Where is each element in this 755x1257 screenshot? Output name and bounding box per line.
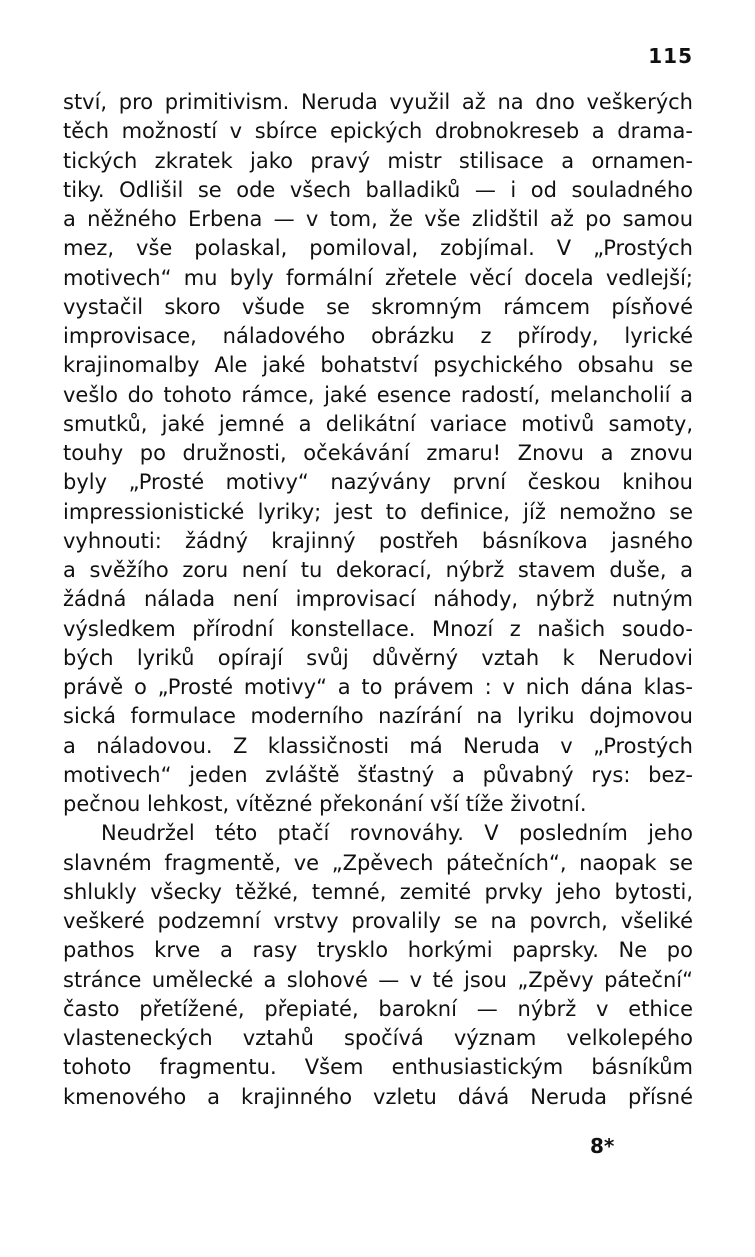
text-line: tických zkratek jako pravý mistr stilisace a ornamen- bbox=[63, 148, 693, 173]
text-line: pečnou lehkost, vítězné překonání vší tíže životní. bbox=[63, 792, 587, 816]
text-line: pathos krve a rasy trysklo horkými paprsky. Ne po bbox=[63, 938, 693, 963]
text-line: slavném fragmentě, ve „Zpěvech pátečních“, naopak se bbox=[63, 850, 693, 875]
text-line: vystačil skoro všude se skromným rámcem písňové bbox=[63, 294, 693, 319]
text-line: kmenového a krajinného vzletu dává Neruda přísné bbox=[63, 1084, 693, 1109]
text-line: byly „Prosté motivy“ nazývány první českou knihou bbox=[63, 470, 693, 495]
page-number: 115 bbox=[648, 44, 693, 68]
text-line: veškeré podzemní vrstvy provalily se na povrch, všeliké bbox=[63, 909, 693, 933]
text-line: krajinomalby Ale jaké bohatství psychického obsahu se bbox=[63, 353, 693, 378]
text-line: a něžného Erbena — v tom, že vše zlidštil až po samou bbox=[63, 207, 693, 231]
text-line: touhy po družnosti, očekávání zmaru! Znovu a znovu bbox=[63, 441, 693, 465]
text-line: sická formulace moderního nazírání na lyriku dojmovou bbox=[63, 704, 693, 729]
text-line: motivech“ jeden zvláště šťastný a půvabný rys: bez- bbox=[63, 762, 693, 787]
text-line: vešlo do tohoto rámce, jaké esence radostí, melancholií a bbox=[63, 382, 693, 407]
text-line: žádná nálada není improvisací náhody, nýbrž nutným bbox=[63, 587, 693, 612]
text-line: tohoto fragmentu. Všem enthusiastickým básníkům bbox=[63, 1055, 693, 1080]
body-text bbox=[63, 88, 693, 1112]
text-line: mez, vše polaskal, pomiloval, zobjímal. V „Prostých bbox=[63, 236, 693, 261]
text-line: a svěžího zoru není tu dekorací, nýbrž stavem duše, a bbox=[63, 558, 693, 582]
text-line: vyhnouti: žádný krajinný postřeh básníkova jasného bbox=[63, 528, 693, 553]
text-line: shlukly všecky těžké, temné, zemité prvky jeho bytosti, bbox=[63, 879, 693, 904]
text-line: výsledkem přírodní konstellace. Mnozí z našich soudo- bbox=[63, 616, 693, 641]
text-line: stránce umělecké a slohové — v té jsou „Zpěvy páteční“ bbox=[63, 967, 693, 992]
text-line: smutků, jaké jemné a delikátní variace motivů samoty, bbox=[63, 411, 693, 436]
text-line: improvisace, náladového obrázku z přírody, lyrické bbox=[63, 324, 693, 348]
text-line: bých lyriků opírají svůj důvěrný vztah k Nerudovi bbox=[63, 645, 693, 670]
text-line: právě o „Prosté motivy“ a to právem : v nich dána klas- bbox=[63, 675, 693, 699]
text-line: a náladovou. Z klassičnosti má Neruda v „Prostých bbox=[63, 733, 693, 758]
signature-mark: 8* bbox=[590, 1134, 615, 1158]
paragraph-start-line: Neudržel této ptačí rovnováhy. V posledním jeho bbox=[101, 821, 693, 846]
text-line: ství, pro primitivism. Neruda využil až na dno veškerých bbox=[63, 90, 693, 114]
text-line: vlasteneckých vztahů spočívá význam velkolepého bbox=[63, 1026, 693, 1050]
text-line: těch možností v sbírce epických drobnokreseb a drama- bbox=[63, 119, 693, 144]
text-line: impressionistické lyriky; jest to definice, jíž nemožno se bbox=[63, 499, 693, 524]
text-line: často přetížené, přepiaté, barokní — nýbrž v ethice bbox=[63, 996, 693, 1021]
text-line: motivech“ mu byly formální zřetele věcí docela vedlejší; bbox=[63, 265, 693, 290]
text-line: tiky. Odlišil se ode všech balladiků — i od souladného bbox=[63, 177, 693, 202]
